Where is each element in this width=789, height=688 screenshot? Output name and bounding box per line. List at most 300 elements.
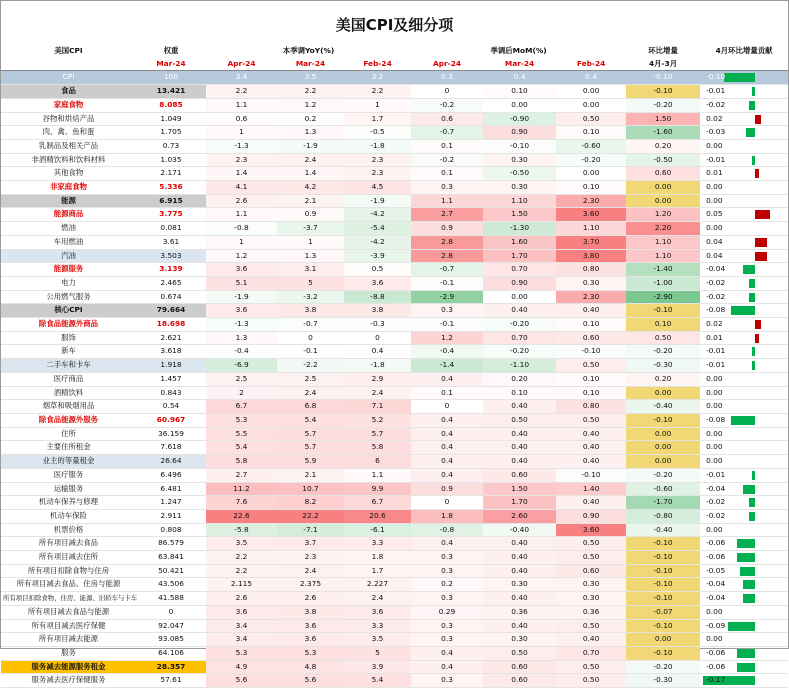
table-row <box>1 345 788 359</box>
yoy-value: 4.8 <box>277 660 344 674</box>
contrib-bar <box>731 306 755 315</box>
contrib-cell <box>700 455 788 469</box>
contrib-bar <box>755 169 759 178</box>
yoy-value: 6 <box>344 455 411 469</box>
contrib-value: -0.04 <box>706 579 726 589</box>
contrib-value: -0.04 <box>706 264 726 274</box>
yoy-value: -4.2 <box>344 208 411 222</box>
yoy-value: 1.8 <box>344 551 411 565</box>
mom-diff-value: -0.30 <box>626 359 700 373</box>
mom-value: 0.40 <box>556 304 626 318</box>
yoy-value: 2.5 <box>206 372 277 386</box>
yoy-value: 3.3 <box>344 619 411 633</box>
contrib-cell <box>700 468 788 482</box>
weight-value: 5.336 <box>136 181 206 195</box>
contrib-cell <box>700 400 788 414</box>
mom-value: -0.2 <box>411 153 483 167</box>
mom-value: 0.6 <box>411 112 483 126</box>
contrib-bar <box>743 485 755 494</box>
weight-value: 60.967 <box>136 413 206 427</box>
yoy-value: 4.2 <box>277 181 344 195</box>
yoy-value: 5.2 <box>344 413 411 427</box>
item-name: 乳制品及相关产品 <box>1 139 136 153</box>
mom-value: -0.60 <box>556 139 626 153</box>
table-row <box>1 112 788 126</box>
mom-diff-value: -0.20 <box>626 660 700 674</box>
table-row <box>1 509 788 523</box>
contrib-cell <box>700 290 788 304</box>
mom-value: 1.70 <box>483 496 556 510</box>
weight-value: 79.664 <box>136 304 206 318</box>
mom-diff-value: -0.10 <box>626 564 700 578</box>
table-row <box>1 222 788 236</box>
contrib-bar <box>752 347 755 356</box>
contrib-bar <box>737 539 755 548</box>
mom-value: 2.30 <box>556 290 626 304</box>
yoy-value: 2.227 <box>344 578 411 592</box>
yoy-value: 2 <box>206 386 277 400</box>
yoy-value: 3.2 <box>344 71 411 85</box>
item-name: 所有项目减去住所 <box>1 551 136 565</box>
mom-diff-value: -0.10 <box>626 646 700 660</box>
contrib-value: -0.06 <box>706 538 726 548</box>
mom-value: 3.70 <box>556 235 626 249</box>
contrib-value: -0.06 <box>706 661 726 671</box>
contrib-bar <box>755 115 761 124</box>
mom-value: 0.40 <box>556 633 626 647</box>
yoy-value: 3.9 <box>344 660 411 674</box>
contrib-value: 0.01 <box>706 168 723 178</box>
header-row <box>1 45 788 58</box>
header-yoy-month: Mar-24 <box>277 58 344 71</box>
mom-diff-value: 0.00 <box>626 386 700 400</box>
yoy-value: -1.9 <box>277 139 344 153</box>
weight-value: 3.503 <box>136 249 206 263</box>
header-mom-month: Feb-24 <box>556 58 626 71</box>
yoy-value: 2.3 <box>344 153 411 167</box>
yoy-value: -1.3 <box>206 139 277 153</box>
contrib-cell <box>700 564 788 578</box>
yoy-value: -7.1 <box>277 523 344 537</box>
contrib-cell <box>700 441 788 455</box>
contrib-value: -0.06 <box>706 552 726 562</box>
yoy-value: -3.7 <box>277 222 344 236</box>
contrib-cell <box>700 153 788 167</box>
mom-value: 0.40 <box>483 592 556 606</box>
yoy-value: 0.4 <box>344 345 411 359</box>
yoy-value: 1.4 <box>206 167 277 181</box>
mom-value: 0.50 <box>556 359 626 373</box>
mom-value: -0.50 <box>483 167 556 181</box>
contrib-value: -0.01 <box>706 346 726 356</box>
mom-value: 0.20 <box>483 372 556 386</box>
table-row <box>1 85 788 99</box>
item-name: 医疗商品 <box>1 372 136 386</box>
table-row <box>1 181 788 195</box>
yoy-value: -1.8 <box>344 359 411 373</box>
weight-value: 1.049 <box>136 112 206 126</box>
contrib-value: 0.00 <box>706 401 723 411</box>
weight-value: 1.705 <box>136 126 206 140</box>
mom-value: -0.90 <box>483 112 556 126</box>
mom-value: 1.50 <box>483 208 556 222</box>
yoy-value: 2.4 <box>277 153 344 167</box>
contrib-value: 0.00 <box>706 606 723 616</box>
mom-value: 1.40 <box>556 482 626 496</box>
yoy-value: 1.1 <box>206 98 277 112</box>
yoy-value: -1.3 <box>206 318 277 332</box>
header-yoy: 本季调YoY(%) <box>282 46 335 55</box>
mom-value: 0.40 <box>483 400 556 414</box>
weight-value: 0.674 <box>136 290 206 304</box>
yoy-value: -8.8 <box>344 290 411 304</box>
item-name: 能源商品 <box>1 208 136 222</box>
mom-value: -1.4 <box>411 359 483 373</box>
yoy-value: 3.5 <box>344 633 411 647</box>
mom-value: -0.4 <box>411 345 483 359</box>
yoy-value: 0.9 <box>277 208 344 222</box>
mom-value: 0.4 <box>411 646 483 660</box>
weight-value: 0.081 <box>136 222 206 236</box>
contrib-value: -0.01 <box>706 86 726 96</box>
yoy-value: 0.2 <box>277 112 344 126</box>
contrib-cell <box>700 578 788 592</box>
mom-value: 3.80 <box>556 249 626 263</box>
mom-value: 1.1 <box>411 194 483 208</box>
header-contrib: 4月环比增量贡献 <box>715 46 773 55</box>
table-row <box>1 263 788 277</box>
item-name: 住所 <box>1 427 136 441</box>
item-name: 除食品能源外服务 <box>1 413 136 427</box>
contrib-value: -0.10 <box>706 72 726 82</box>
mom-value: 0.30 <box>556 592 626 606</box>
mom-value: 0.3 <box>411 564 483 578</box>
yoy-value: -1.9 <box>206 290 277 304</box>
weight-value: 1.457 <box>136 372 206 386</box>
contrib-cell <box>700 413 788 427</box>
sheet-title: 美国CPI及细分项 <box>335 16 454 34</box>
table-row <box>1 633 788 647</box>
table-row <box>1 276 788 290</box>
mom-value: 0.80 <box>556 400 626 414</box>
contrib-cell <box>700 235 788 249</box>
yoy-value: 8.2 <box>277 496 344 510</box>
header-blank <box>1 58 136 71</box>
yoy-value: 5.6 <box>277 674 344 688</box>
yoy-value: -6.1 <box>344 523 411 537</box>
mom-value: 0.40 <box>556 441 626 455</box>
yoy-value: -0.3 <box>344 318 411 332</box>
weight-value: 0 <box>136 605 206 619</box>
item-name: 食品 <box>1 85 136 99</box>
yoy-value: 3.6 <box>206 304 277 318</box>
yoy-value: 3.7 <box>277 537 344 551</box>
mom-value: 0.3 <box>411 181 483 195</box>
yoy-value: 2.3 <box>206 153 277 167</box>
contrib-cell <box>700 194 788 208</box>
yoy-value: 2.4 <box>344 592 411 606</box>
weight-value: 0.73 <box>136 139 206 153</box>
yoy-value: 3.1 <box>277 263 344 277</box>
contrib-bar <box>749 293 755 302</box>
contrib-cell <box>700 386 788 400</box>
mom-diff-value: 0.00 <box>626 455 700 469</box>
weight-value: 43.506 <box>136 578 206 592</box>
weight-value: 93.085 <box>136 633 206 647</box>
contrib-value: 0.00 <box>706 428 723 438</box>
weight-value: 8.085 <box>136 98 206 112</box>
mom-value: 0.1 <box>411 386 483 400</box>
yoy-value: 1.1 <box>206 208 277 222</box>
contrib-cell <box>700 359 788 373</box>
yoy-value: 2.6 <box>206 194 277 208</box>
table-row <box>1 619 788 633</box>
yoy-value: 1.4 <box>277 167 344 181</box>
yoy-value: 0.5 <box>344 263 411 277</box>
weight-value: 3.775 <box>136 208 206 222</box>
contrib-bar <box>731 416 755 425</box>
yoy-value: 3.4 <box>206 71 277 85</box>
weight-value: 3.618 <box>136 345 206 359</box>
contrib-cell <box>700 633 788 647</box>
contrib-value: -0.01 <box>706 154 726 164</box>
yoy-value: 5.4 <box>344 674 411 688</box>
yoy-value: 7.6 <box>206 496 277 510</box>
yoy-value: 1.7 <box>344 564 411 578</box>
weight-value: 0.54 <box>136 400 206 414</box>
mom-value: 0.60 <box>483 468 556 482</box>
table-row <box>1 304 788 318</box>
contrib-value: 0.00 <box>706 456 723 466</box>
yoy-value: -5.4 <box>344 222 411 236</box>
table-row <box>1 249 788 263</box>
contrib-bar <box>728 622 756 631</box>
mom-value: 0.10 <box>556 372 626 386</box>
contrib-value: 0.00 <box>706 140 723 150</box>
mom-value: 2.30 <box>556 194 626 208</box>
yoy-value: -3.9 <box>344 249 411 263</box>
table-row <box>1 126 788 140</box>
item-name: 谷物和烘焙产品 <box>1 112 136 126</box>
yoy-value: 3.6 <box>277 633 344 647</box>
yoy-value: 22.2 <box>277 509 344 523</box>
yoy-value: 7.1 <box>344 400 411 414</box>
contrib-value: 0.04 <box>706 236 723 246</box>
item-name: 酒精饮料 <box>1 386 136 400</box>
table-row <box>1 537 788 551</box>
table-row <box>1 290 788 304</box>
yoy-value: -0.1 <box>277 345 344 359</box>
yoy-value: 1.1 <box>344 468 411 482</box>
item-name: 非家庭食物 <box>1 181 136 195</box>
mom-value: -0.10 <box>556 468 626 482</box>
mom-diff-value: 0.00 <box>626 194 700 208</box>
header-weight: 权重 <box>163 46 179 55</box>
yoy-value: 5 <box>277 276 344 290</box>
table-row <box>1 482 788 496</box>
yoy-value: -6.9 <box>206 359 277 373</box>
yoy-value: 5.7 <box>277 427 344 441</box>
yoy-value: 2.6 <box>206 592 277 606</box>
contrib-value: 0.00 <box>706 524 723 534</box>
yoy-value: 1.3 <box>277 249 344 263</box>
mom-value: 0.40 <box>483 455 556 469</box>
contrib-cell <box>700 208 788 222</box>
yoy-value: 5.7 <box>277 441 344 455</box>
contrib-cell <box>700 345 788 359</box>
mom-value: 0 <box>411 496 483 510</box>
mom-diff-value: -0.20 <box>626 98 700 112</box>
weight-value: 2.911 <box>136 509 206 523</box>
yoy-value: 2.2 <box>206 551 277 565</box>
table-row <box>1 660 788 674</box>
yoy-value: 0 <box>277 331 344 345</box>
mom-value: 1.60 <box>483 235 556 249</box>
contrib-cell <box>700 619 788 633</box>
mom-value: 0.36 <box>483 605 556 619</box>
contrib-bar <box>724 73 755 82</box>
mom-diff-value: 0.20 <box>626 372 700 386</box>
mom-diff-value: -1.60 <box>626 126 700 140</box>
contrib-cell <box>700 167 788 181</box>
mom-diff-value: -0.10 <box>626 85 700 99</box>
table-row <box>1 455 788 469</box>
contrib-cell <box>700 496 788 510</box>
yoy-value: 2.3 <box>277 551 344 565</box>
weight-value: 2.465 <box>136 276 206 290</box>
table-row <box>1 578 788 592</box>
mom-value: 0.3 <box>411 551 483 565</box>
yoy-value: 5.3 <box>206 413 277 427</box>
yoy-value: -0.5 <box>344 126 411 140</box>
item-name: 能源 <box>1 194 136 208</box>
mom-value: 0.50 <box>556 674 626 688</box>
table-row <box>1 71 788 85</box>
weight-value: 86.579 <box>136 537 206 551</box>
yoy-value: 2.4 <box>277 564 344 578</box>
mom-value: -2.9 <box>411 290 483 304</box>
item-name: 所有项目减去医疗保健 <box>1 619 136 633</box>
item-name: 烟草和吸烟用品 <box>1 400 136 414</box>
yoy-value: 2.9 <box>344 372 411 386</box>
mom-value: 0.40 <box>556 427 626 441</box>
contrib-value: -0.04 <box>706 483 726 493</box>
yoy-value: 5.8 <box>344 441 411 455</box>
header-item: 美国CPI <box>54 46 83 55</box>
mom-value: 0.70 <box>483 331 556 345</box>
yoy-value: -0.4 <box>206 345 277 359</box>
mom-value: -0.1 <box>411 318 483 332</box>
contrib-value: 0.01 <box>706 332 723 342</box>
mom-value: 0.40 <box>483 537 556 551</box>
yoy-value: 2.4 <box>277 386 344 400</box>
contrib-cell <box>700 372 788 386</box>
item-name: 服饰 <box>1 331 136 345</box>
contrib-bar <box>737 553 755 562</box>
weight-value: 2.171 <box>136 167 206 181</box>
contrib-bar <box>743 580 755 589</box>
header-mom-month: Apr-24 <box>411 58 483 71</box>
contrib-value: -0.02 <box>706 497 726 507</box>
item-name: 电力 <box>1 276 136 290</box>
mom-value: 0.70 <box>556 646 626 660</box>
contrib-bar <box>743 265 755 274</box>
mom-value: -0.10 <box>556 345 626 359</box>
mom-value: 0.60 <box>483 660 556 674</box>
mom-value: 0.3 <box>411 674 483 688</box>
mom-value: 0 <box>411 400 483 414</box>
mom-value: 0.00 <box>483 98 556 112</box>
yoy-value: 22.6 <box>206 509 277 523</box>
contrib-cell <box>700 605 788 619</box>
weight-value: 0.843 <box>136 386 206 400</box>
contrib-bar <box>737 649 755 658</box>
contrib-value: 0.02 <box>706 319 723 329</box>
mom-value: 0.40 <box>483 619 556 633</box>
item-name: 机动车保养与修理 <box>1 496 136 510</box>
item-name: 机票价格 <box>1 523 136 537</box>
contrib-value: -0.08 <box>706 414 726 424</box>
item-name: 肉、禽、鱼和蛋 <box>1 126 136 140</box>
mom-diff-value: -0.60 <box>626 482 700 496</box>
contrib-value: -0.02 <box>706 99 726 109</box>
mom-value: -0.7 <box>411 126 483 140</box>
mom-value: 0.40 <box>483 564 556 578</box>
yoy-value: 0.6 <box>206 112 277 126</box>
item-name: 二手车和卡车 <box>1 359 136 373</box>
table-row <box>1 208 788 222</box>
mom-value: 0.10 <box>556 318 626 332</box>
mom-value: 0.4 <box>411 537 483 551</box>
mom-value: 0.30 <box>483 633 556 647</box>
contrib-value: 0.00 <box>706 387 723 397</box>
yoy-value: 2.2 <box>277 85 344 99</box>
yoy-value: -2.2 <box>277 359 344 373</box>
table-row <box>1 468 788 482</box>
yoy-value: 6.8 <box>277 400 344 414</box>
table-row <box>1 359 788 373</box>
item-name: 服务 <box>1 646 136 660</box>
contrib-value: -0.01 <box>706 469 726 479</box>
item-name: 服务减去能源服务租金 <box>1 660 136 674</box>
mom-value: -1.10 <box>483 359 556 373</box>
table-row <box>1 235 788 249</box>
mom-value: 0.50 <box>556 537 626 551</box>
yoy-value: 4.1 <box>206 181 277 195</box>
mom-value: 0.50 <box>483 413 556 427</box>
mom-value: -0.7 <box>411 263 483 277</box>
yoy-value: 3.8 <box>277 605 344 619</box>
mom-diff-value: -0.10 <box>626 304 700 318</box>
cpi-table <box>1 45 788 688</box>
yoy-value: 2.1 <box>277 194 344 208</box>
contrib-cell <box>700 482 788 496</box>
mom-value: 0.3 <box>411 71 483 85</box>
yoy-value: 2.2 <box>344 85 411 99</box>
contrib-cell <box>700 523 788 537</box>
table-row <box>1 139 788 153</box>
item-name: 能源服务 <box>1 263 136 277</box>
mom-value: 0.30 <box>483 181 556 195</box>
item-name: 所有项目减去能源 <box>1 633 136 647</box>
yoy-value: 10.7 <box>277 482 344 496</box>
contrib-value: 0.04 <box>706 250 723 260</box>
mom-value: 0.36 <box>556 605 626 619</box>
yoy-value: 3.8 <box>277 304 344 318</box>
mom-diff-value: 0.00 <box>626 181 700 195</box>
contrib-bar <box>755 210 770 219</box>
mom-diff-value: -0.10 <box>626 578 700 592</box>
